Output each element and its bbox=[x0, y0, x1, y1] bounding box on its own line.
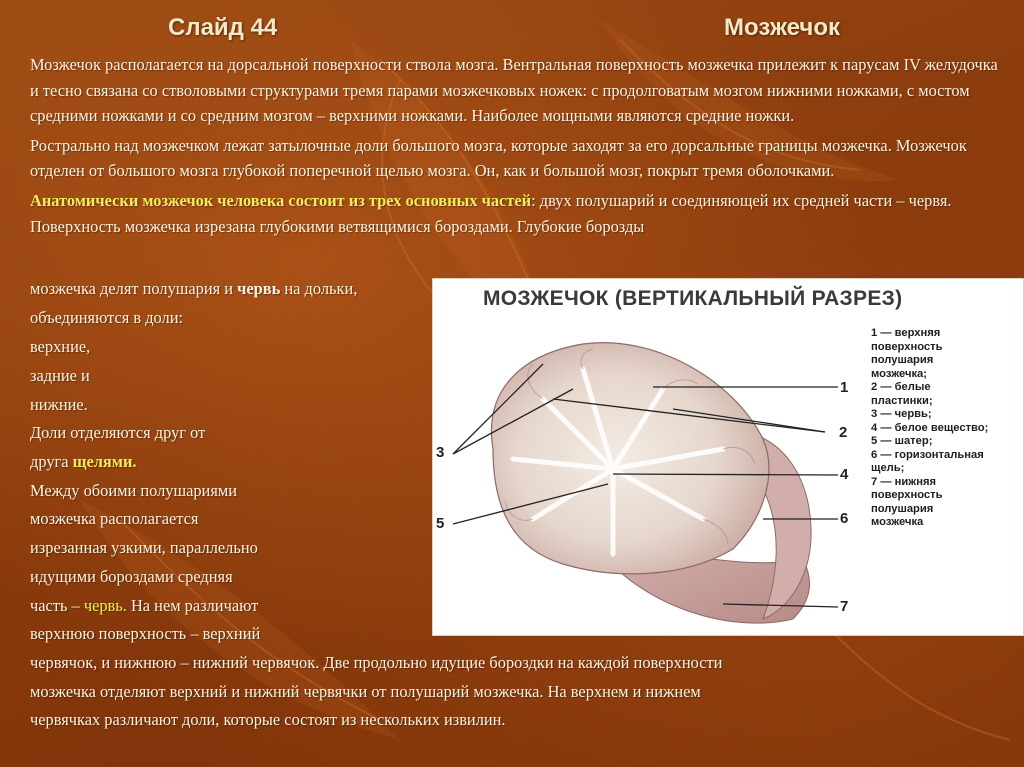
callout-3: 3 bbox=[436, 444, 445, 461]
figure-legend bbox=[871, 327, 1021, 530]
legend-line: 7 — нижняя bbox=[871, 475, 937, 488]
legend-line: 6 — горизонтальная bbox=[871, 448, 984, 461]
paragraph-2: Рострально над мозжечком лежат затылочные доли большого мозга, которые заходят за его дорсальные границы мозжечка. Мозжечок отделен от большого мозга глубокой поперечной щелью мозга. Он, как и большой мозг, покрыт тремя оболочками. bbox=[30, 135, 967, 181]
text-line: мозжечка делят полушария и червь на дольки, bbox=[30, 279, 358, 298]
legend-line: мозжечка bbox=[871, 516, 924, 528]
text-line: Между обоими полушариями bbox=[30, 481, 238, 500]
text-line: объединяются в доли: bbox=[30, 308, 184, 327]
legend-line: щель; bbox=[871, 462, 905, 474]
slide-topic-title: Мозжечок bbox=[724, 14, 841, 41]
paragraph-3-rest: : двух полушарий и соединяющей их средней части – червя. Поверхность мозжечка изрезана глубокими ветвящимися бороздами. Глубокие борозды bbox=[30, 190, 952, 236]
legend-line: 4 — белое вещество; bbox=[871, 421, 989, 434]
legend-line: мозжечка; bbox=[871, 367, 927, 380]
paragraph-3 bbox=[30, 188, 1005, 239]
callout-6: 6 bbox=[840, 510, 849, 527]
callout-5: 5 bbox=[436, 515, 445, 532]
callout-7: 7 bbox=[840, 598, 849, 615]
callout-2: 2 bbox=[839, 424, 848, 441]
text-line: Доли отделяются друг от bbox=[30, 423, 206, 442]
legend-line: полушария bbox=[871, 502, 934, 515]
text-line: друга щелями. bbox=[30, 452, 137, 471]
legend-line: полушария bbox=[871, 354, 934, 366]
legend-line: 3 — червь; bbox=[871, 408, 932, 420]
legend-line: пластинки; bbox=[871, 394, 933, 407]
text-line: мозжечка отделяют верхний и нижний червячки от полушарий мозжечка. На верхнем и нижнем bbox=[30, 682, 701, 701]
text-line: задние и bbox=[30, 366, 90, 385]
slide-number-title: Слайд 44 bbox=[168, 14, 278, 41]
text-line: часть – червь. На нем различают bbox=[30, 596, 259, 615]
legend-line: 2 — белые bbox=[871, 381, 931, 393]
intro-paragraphs bbox=[30, 52, 1005, 243]
text-line: мозжечка располагается bbox=[30, 509, 199, 528]
callout-4: 4 bbox=[840, 466, 849, 483]
text-line: червячок, и нижнюю – нижний червячок. Две продольно идущие бороздки на каждой поверхности bbox=[30, 653, 723, 672]
cerebellum-figure bbox=[432, 278, 1024, 636]
text-line: нижние. bbox=[30, 395, 88, 414]
legend-line: 1 — верхняя bbox=[871, 327, 941, 339]
paragraph-1: Мозжечок располагается на дорсальной поверхности ствола мозга. Вентральная поверхность мозжечка прилежит к парусам IV желудочка и тесно связана со стволовыми структурами тремя парами мозжечковых ножек: с продолговатым мозгом нижними ножками, с мостом средними ножками и со средним мозгом – верхними ножками. Наиболее мощными являются средние ножки. bbox=[30, 55, 998, 126]
text-line: изрезанная узкими, параллельно bbox=[30, 538, 258, 557]
figure-title: МОЗЖЕЧОК (ВЕРТИКАЛЬНЫЙ РАЗРЕЗ) bbox=[483, 287, 903, 310]
callout-1: 1 bbox=[840, 379, 849, 396]
text-line: идущими бороздами средняя bbox=[30, 567, 233, 586]
legend-line: поверхность bbox=[871, 489, 943, 501]
text-line: верхнюю поверхность – верхний bbox=[30, 624, 261, 643]
legend-line: 5 — шатер; bbox=[871, 435, 933, 447]
text-line: верхние, bbox=[30, 337, 91, 356]
text-line: червячках различают доли, которые состоят из нескольких извилин. bbox=[30, 710, 506, 729]
paragraph-3-highlight: Анатомически мозжечок человека состоит из трех основных частей bbox=[30, 190, 532, 210]
legend-line: поверхность bbox=[871, 340, 943, 353]
